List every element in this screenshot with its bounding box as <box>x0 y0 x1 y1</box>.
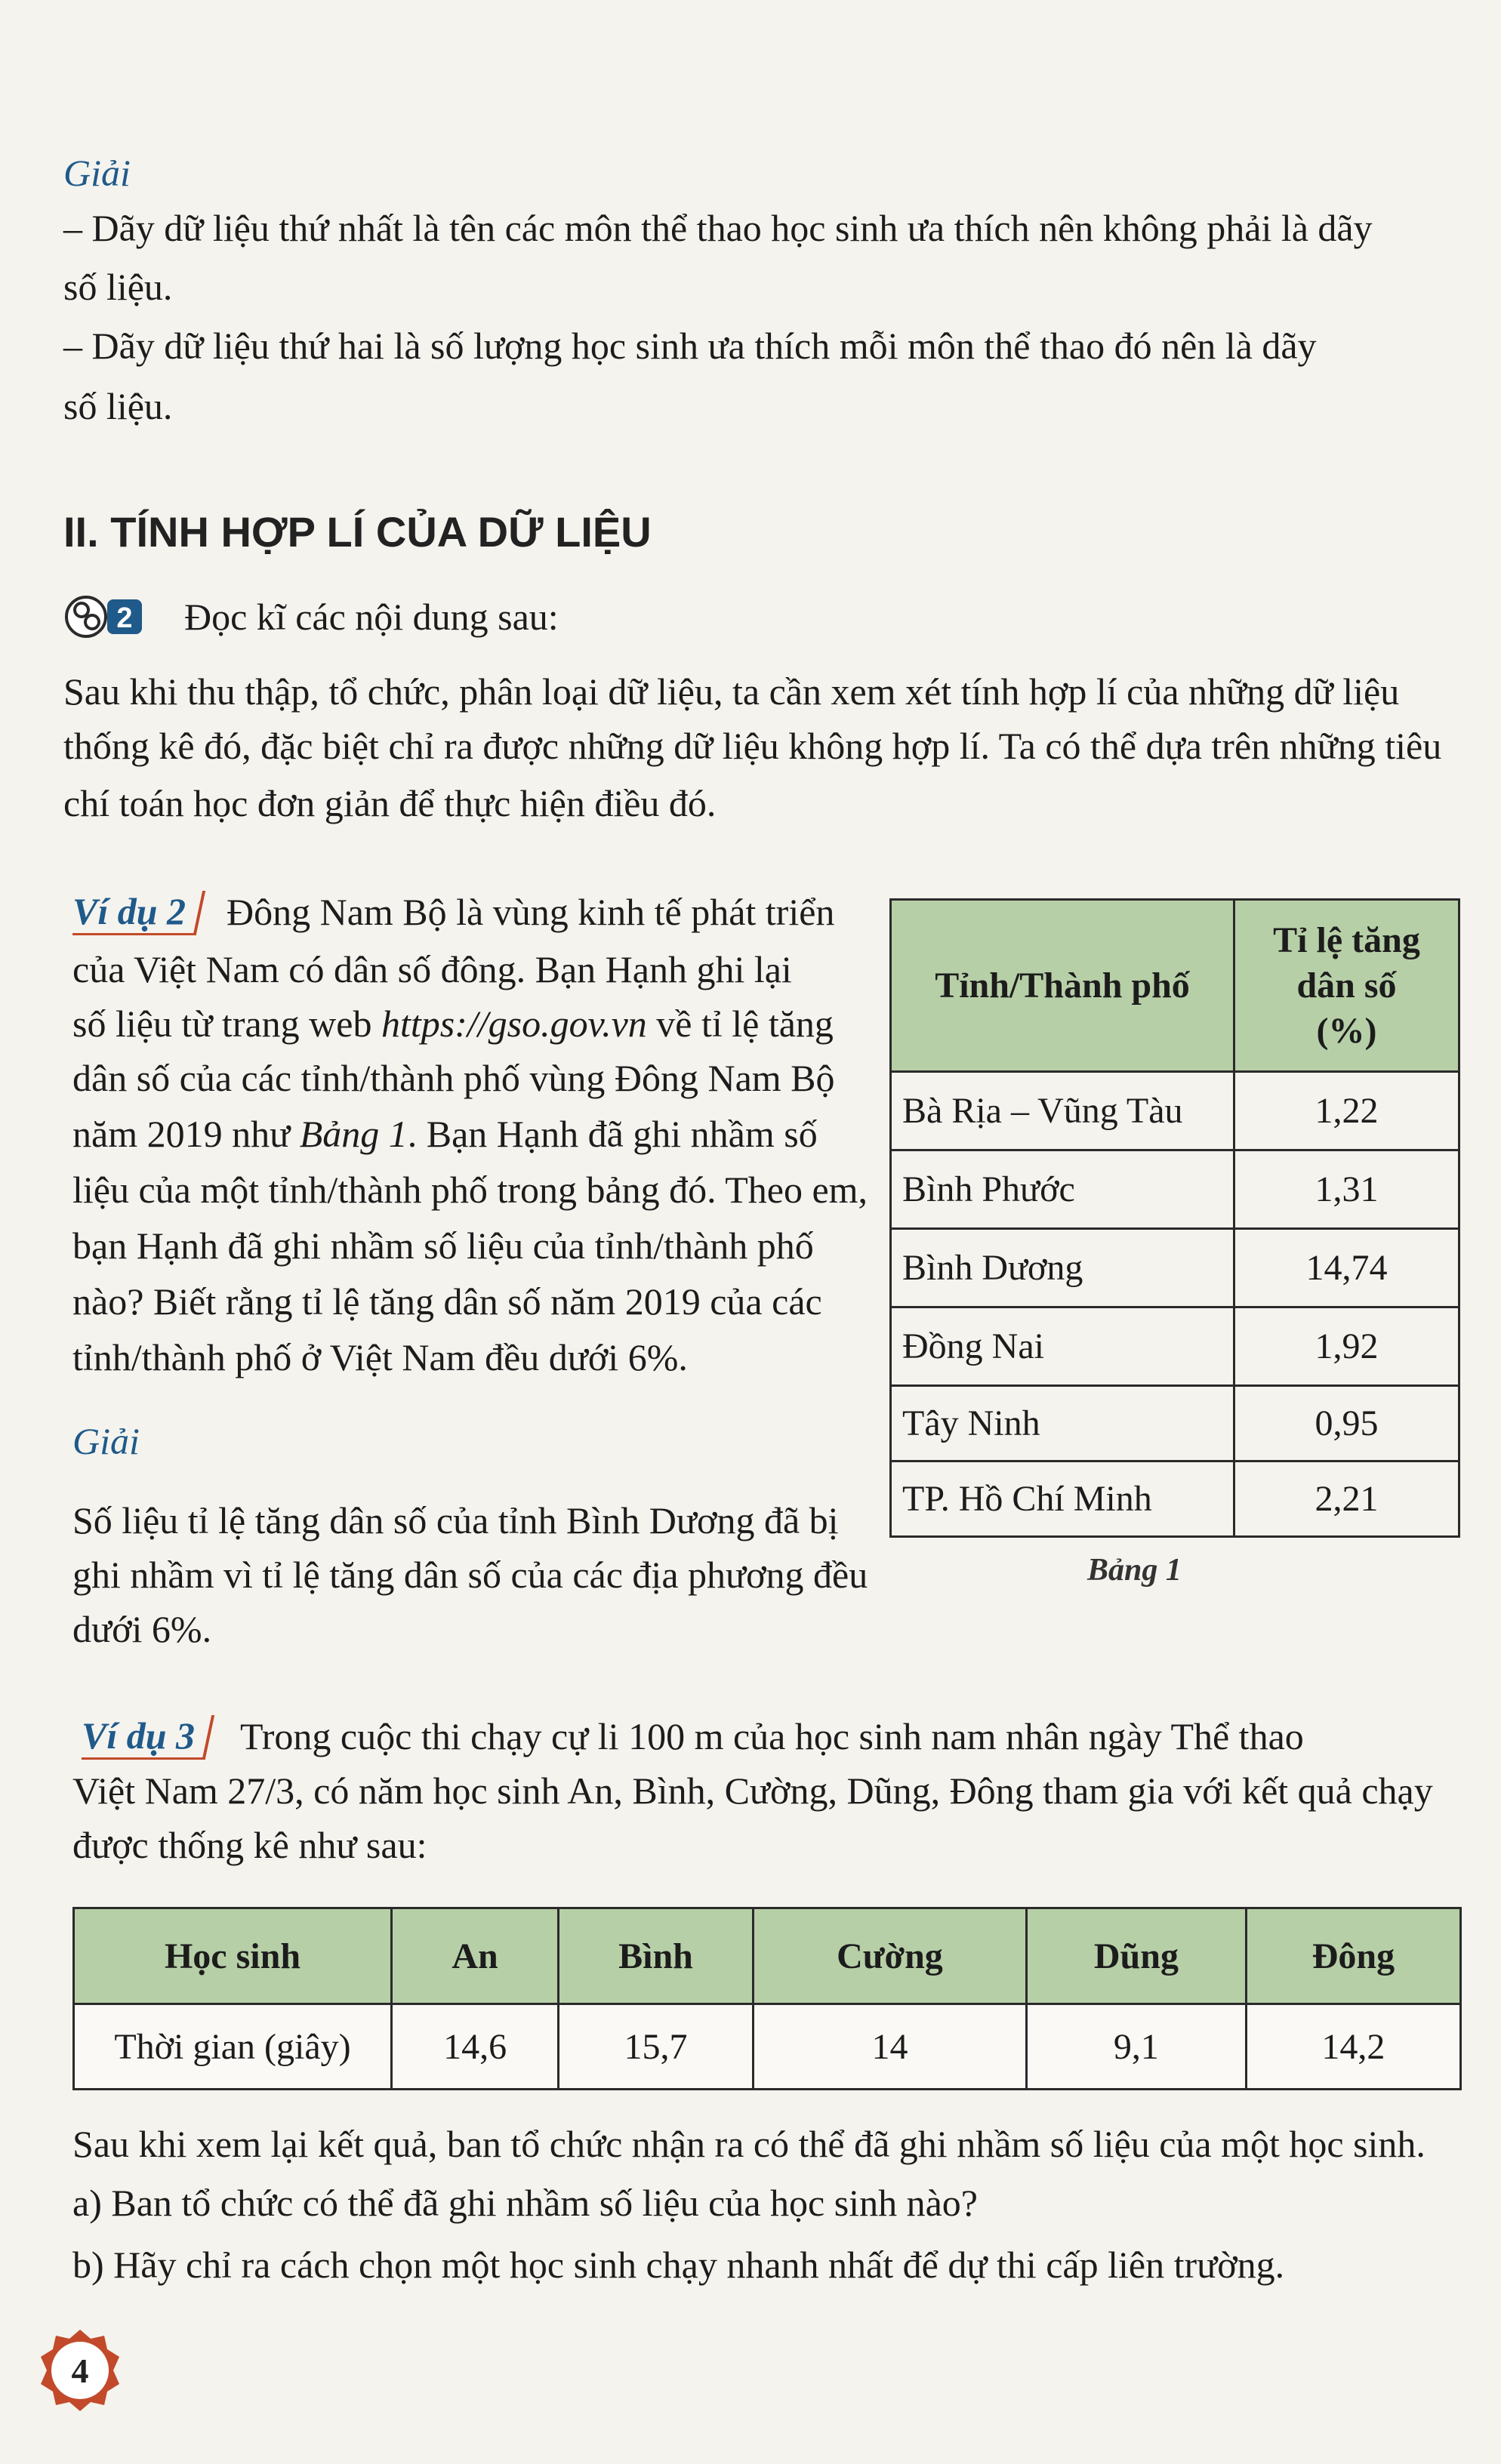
question-a: a) Ban tổ chức có thể đã ghi nhầm số liệu của học sinh nào? <box>72 2182 978 2224</box>
growth-value: 14,74 <box>1234 1229 1459 1307</box>
table-row <box>891 1229 1459 1307</box>
column-header: Bình <box>559 1908 754 2004</box>
table-reference: Bảng 1 <box>299 1113 408 1155</box>
paragraph-line: Sau khi xem lại kết quả, ban tổ chức nhận ra có thể đã ghi nhầm số liệu của một học sinh. <box>72 2123 1425 2165</box>
province-name: Bình Dương <box>891 1229 1234 1307</box>
paragraph-line: dân số của các tỉnh/thành phố vùng Đông Nam Bộ <box>72 1057 835 1099</box>
text-segment: năm 2019 như <box>72 1113 300 1155</box>
page-number-badge <box>35 2325 125 2416</box>
paragraph-line: – Dãy dữ liệu thứ nhất là tên các môn thể thao học sinh ưa thích nên không phải là dãy <box>63 207 1373 249</box>
time-value: 14 <box>753 2004 1026 2090</box>
province-name: Bà Rịa – Vũng Tàu <box>891 1072 1234 1150</box>
table-row <box>891 1461 1459 1537</box>
page-number: 4 <box>71 2352 89 2390</box>
province-name: Tây Ninh <box>891 1386 1234 1461</box>
paragraph-line: Trong cuộc thi chạy cự li 100 m của học sinh nam nhân ngày Thể thao <box>240 1715 1304 1757</box>
growth-value: 1,92 <box>1234 1307 1459 1386</box>
text-segment: . Bạn Hạnh đã ghi nhầm số <box>407 1113 818 1155</box>
growth-value: 1,31 <box>1234 1150 1459 1229</box>
column-header: Dũng <box>1027 1908 1247 2004</box>
paragraph-line: của Việt Nam có dân số đông. Bạn Hạnh ghi lại <box>72 948 792 990</box>
race-results-table <box>72 1907 1462 2090</box>
header-line: Tỉ lệ tăng <box>1273 919 1420 960</box>
question-b: b) Hãy chỉ ra cách chọn một học sinh chạy nhanh nhất để dự thi cấp liên trường. <box>72 2244 1285 2286</box>
province-name: TP. Hồ Chí Minh <box>891 1461 1234 1537</box>
table-row <box>891 1072 1459 1150</box>
growth-value: 2,21 <box>1234 1461 1459 1537</box>
giai-heading: Giải <box>63 152 131 194</box>
time-value: 15,7 <box>559 2004 754 2090</box>
column-header: Cường <box>753 1908 1026 2004</box>
activity-icon <box>63 593 177 640</box>
province-name: Đồng Nai <box>891 1307 1234 1386</box>
paragraph-line: dưới 6%. <box>72 1608 212 1650</box>
growth-value: 0,95 <box>1234 1386 1459 1461</box>
time-value: 14,2 <box>1246 2004 1460 2090</box>
example-2-label: Ví dụ 2 <box>72 889 196 935</box>
province-name: Bình Phước <box>891 1150 1234 1229</box>
paragraph-line: ghi nhầm vì tỉ lệ tăng dân số của các địa phương đều <box>72 1554 868 1596</box>
paragraph-line <box>72 1001 834 1046</box>
table-caption: Bảng 1 <box>1087 1553 1182 1588</box>
paragraph-line: liệu của một tỉnh/thành phố trong bảng đó. Theo em, <box>72 1169 868 1211</box>
table-row <box>891 1386 1459 1461</box>
table-row <box>74 2004 1461 2090</box>
column-header: An <box>392 1908 559 2004</box>
paragraph-line: số liệu. <box>63 385 173 427</box>
paragraph-line: chí toán học đơn giản để thực hiện điều đó. <box>63 782 717 824</box>
time-value: 14,6 <box>392 2004 559 2090</box>
paragraph-line: nào? Biết rằng tỉ lệ tăng dân số năm 2019 của các <box>72 1280 822 1323</box>
paragraph-line: số liệu. <box>63 266 173 308</box>
activity-number: 2 <box>116 602 133 634</box>
section-title: II. TÍNH HỢP LÍ CỦA DỮ LIỆU <box>63 508 652 556</box>
paragraph-line: được thống kê như sau: <box>72 1824 427 1866</box>
paragraph-line: – Dãy dữ liệu thứ hai là số lượng học sinh ưa thích mỗi môn thể thao đó nên là dãy <box>63 325 1317 367</box>
row-label: Thời gian (giây) <box>74 2004 392 2090</box>
population-growth-table <box>889 898 1460 1538</box>
text-segment: về tỉ lệ tăng <box>646 1003 834 1045</box>
source-url: https://gso.gov.vn <box>381 1003 647 1045</box>
paragraph-line: Việt Nam 27/3, có năm học sinh An, Bình, Cường, Dũng, Đông tham gia với kết quả chạy <box>72 1769 1433 1812</box>
paragraph-line: tỉnh/thành phố ở Việt Nam đều dưới 6%. <box>72 1336 688 1378</box>
text-segment: số liệu từ trang web <box>72 1003 381 1045</box>
column-header: Tỉnh/Thành phố <box>891 900 1234 1072</box>
activity-text: Đọc kĩ các nội dung sau: <box>184 596 559 638</box>
growth-value: 1,22 <box>1234 1072 1459 1150</box>
paragraph-line: Đông Nam Bộ là vùng kinh tế phát triển <box>227 891 835 933</box>
column-header: Học sinh <box>74 1908 392 2004</box>
paragraph-line <box>72 1111 818 1157</box>
time-value: 9,1 <box>1027 2004 1247 2090</box>
column-header: Đông <box>1246 1908 1460 2004</box>
paragraph-line: Sau khi thu thập, tổ chức, phân loại dữ liệu, ta cần xem xét tính hợp lí của những dữ liệu <box>63 670 1400 713</box>
example-3-label: Ví dụ 3 <box>82 1714 205 1760</box>
giai-heading: Giải <box>72 1420 140 1462</box>
paragraph-line: bạn Hạnh đã ghi nhầm số liệu của tỉnh/thành phố <box>72 1224 814 1267</box>
table-row <box>891 1307 1459 1386</box>
header-line: dân số <box>1296 965 1397 1006</box>
paragraph-line: Số liệu tỉ lệ tăng dân số của tỉnh Bình Dương đã bị <box>72 1499 839 1542</box>
table-row <box>891 1150 1459 1229</box>
column-header <box>1234 900 1459 1072</box>
paragraph-line: thống kê đó, đặc biệt chỉ ra được những dữ liệu không hợp lí. Ta có thể dựa trên những tiêu <box>63 725 1442 767</box>
header-line: (%) <box>1316 1010 1377 1051</box>
